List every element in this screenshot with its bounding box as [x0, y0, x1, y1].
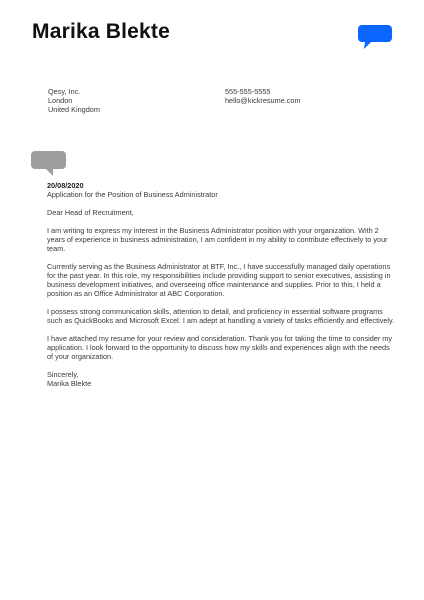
recipient-city: London — [48, 96, 73, 106]
letter-body — [47, 181, 397, 388]
letter-closing: Sincerely, — [47, 370, 79, 380]
letter-date: 20/08/2020 — [47, 181, 84, 190]
letter-paragraph: I possess strong communication skills, attention to detail, and proficiency in essential software programs such as QuickBooks and Microsoft Excel. I am adept at handling a variety of tasks efficiently and effectively. — [47, 307, 395, 326]
letter-signature: Marika Blekte — [47, 379, 92, 389]
letter-salutation: Dear Head of Recruitment, — [47, 207, 134, 217]
letter-paragraph: I have attached my resume for your review and consideration. Thank you for taking the time to consider my application. I look forward to the opportunity to discuss how my skills and experiences align with the needs of your organization. — [47, 333, 393, 362]
recipient-company: Qesy, Inc. — [48, 87, 81, 96]
letter-subject: Application for the Position of Business Administrator — [47, 190, 218, 200]
applicant-name: Marika Blekte — [32, 20, 171, 43]
speech-bubble-icon — [358, 25, 392, 50]
letter-paragraph: Currently serving as the Business Administrator at BTF, Inc., I have successfully managed daily operations for the past year. In this role, my responsibilities include providing support to senior executives, assisting in business development initiatives, and overseeing office maintenance and supplies. Prior to this, I held a position as an Office Administrator at ABC Corporation. — [47, 261, 391, 299]
speech-bubble-gray-icon — [31, 151, 66, 177]
recipient-address — [48, 87, 100, 115]
letter-paragraph: I am writing to express my interest in the Business Administrator position with your organization. With 2 years of experience in business administration, I am confident in my ability to contribute effectively to your team. — [47, 225, 388, 254]
recipient-country: United Kingdom — [48, 105, 100, 115]
phone-number: 555-555-5555 — [225, 87, 271, 96]
sender-contact — [225, 87, 301, 105]
email-address[interactable]: hello@kickresume.com — [225, 96, 301, 106]
